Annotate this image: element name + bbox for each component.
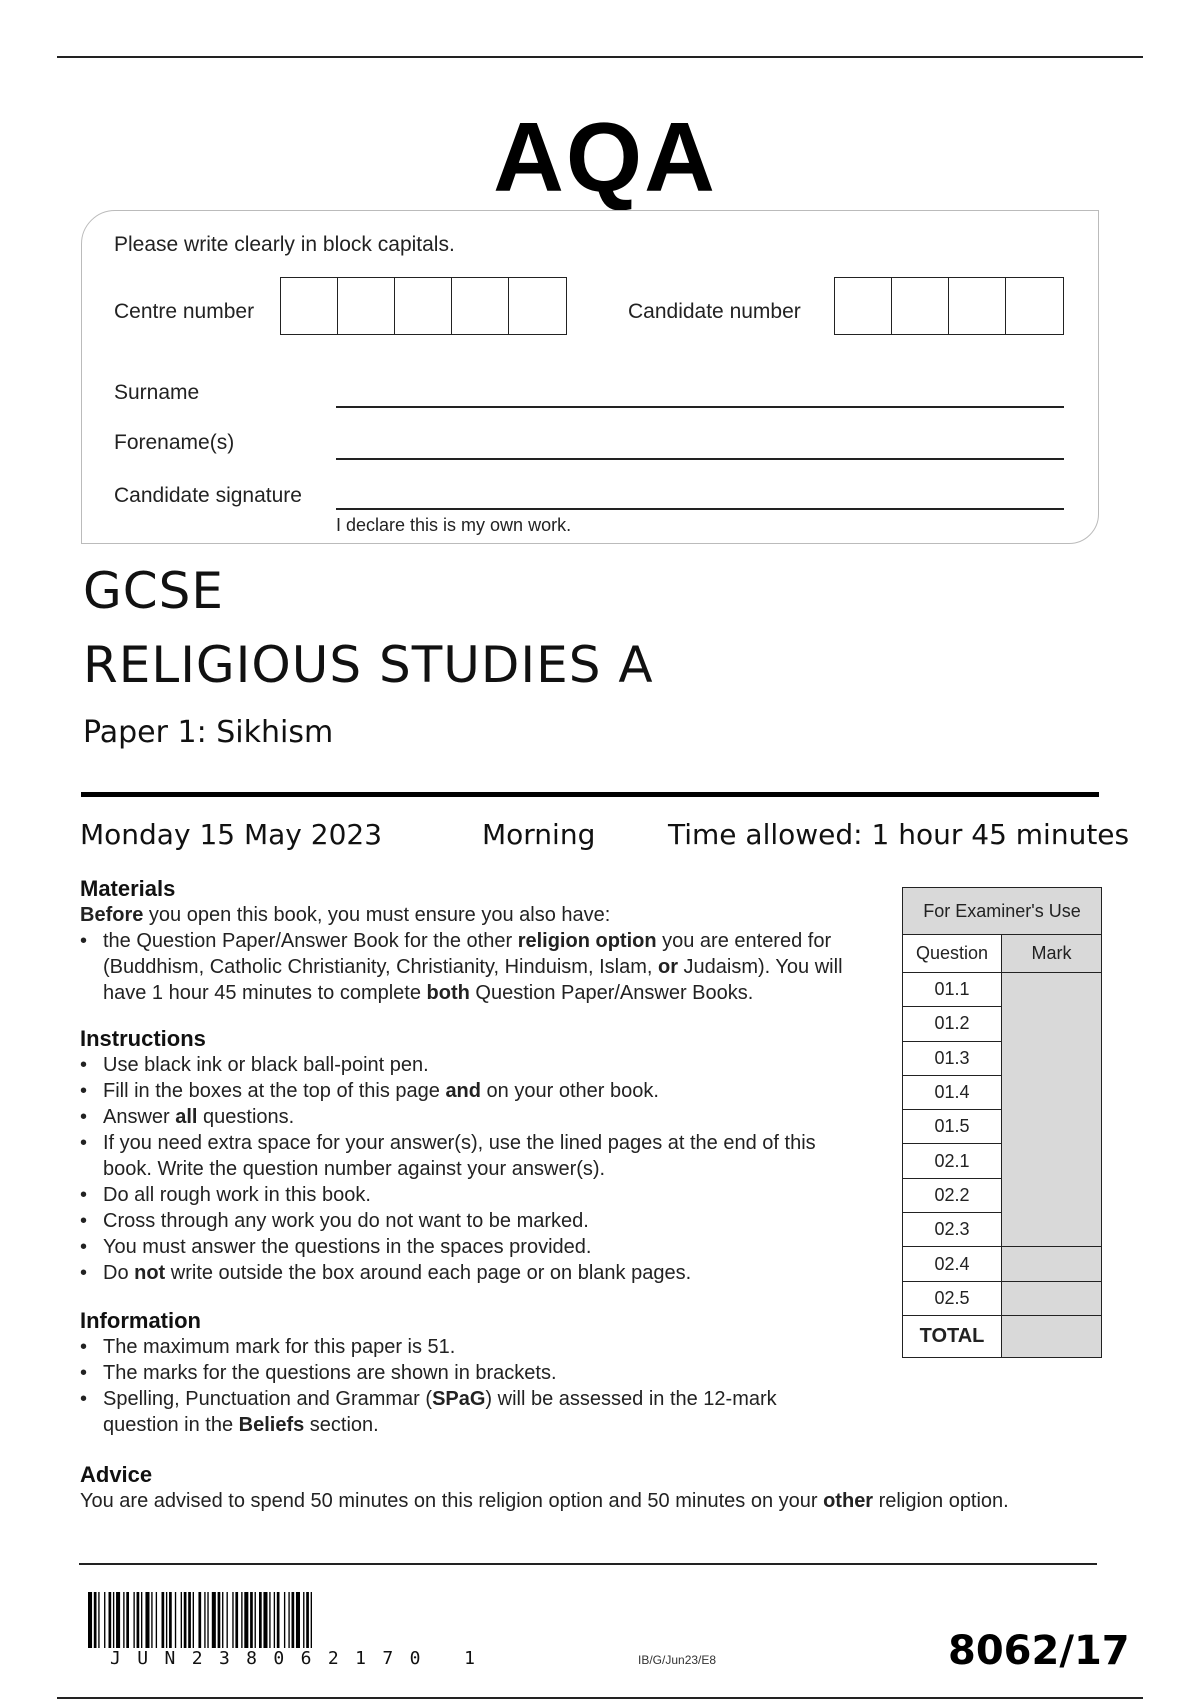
materials-heading: Materials [80,876,176,901]
materials-intro [80,902,880,928]
question-number: 02.3 [903,1213,1002,1247]
surname-label: Surname [114,381,200,404]
barcode-bar [133,1592,134,1648]
list-item: • You must answer the questions in the spaces provided. [80,1234,840,1260]
barcode-bar [269,1592,270,1648]
barcode-bar [244,1592,248,1648]
mark-cell [1002,1281,1102,1315]
bottom-rule [57,1697,1143,1699]
question-number: 01.1 [903,973,1002,1007]
centre-number-digit[interactable] [395,278,452,334]
examiner-use-table [902,887,1102,1358]
candidate-number-digit[interactable] [835,278,892,334]
barcode-bar [306,1592,309,1648]
signature-label: Candidate signature [114,484,302,507]
barcode-bar [162,1592,165,1648]
paper-code: 8062/17 [948,1628,1130,1674]
centre-number-digit[interactable] [281,278,338,334]
barcode-bar [277,1592,280,1648]
materials-section [80,876,880,1006]
barcode-bar [255,1592,256,1648]
barcode-bar [184,1592,187,1648]
mark-cell [1002,1041,1102,1075]
materials-intro-text: you open this book, you must ensure you also have: [143,904,611,926]
barcode-bar [212,1592,216,1648]
barcode-bar [137,1592,140,1648]
centre-number-digit[interactable] [338,278,395,334]
information-section [80,1308,880,1438]
barcode-bar [145,1592,149,1648]
time-allowed: Time allowed: 1 hour 45 minutes [668,818,1130,851]
question-number: 02.5 [903,1281,1002,1315]
barcode-bar [98,1592,99,1648]
barcode-bar [126,1592,129,1648]
question-number: 02.2 [903,1178,1002,1212]
subject-title: RELIGIOUS STUDIES A [83,636,654,694]
barcode-bar [218,1592,221,1648]
title-divider [81,792,1099,797]
list-item: • Do all rough work in this book. [80,1182,840,1208]
advice-section [80,1462,1110,1514]
information-list [80,1334,840,1438]
list-item: • The marks for the questions are shown in brackets. [80,1360,840,1386]
question-column-header: Question [903,935,1002,973]
list-item: • If you need extra space for your answer(s), use the lined pages at the end of this book. Write the question number against your answer(s). [80,1130,840,1182]
forename-label: Forename(s) [114,431,235,454]
barcode-bar [198,1592,201,1648]
mark-cell [1002,1110,1102,1144]
barcode-bar [292,1592,295,1648]
list-item: • The maximum mark for this paper is 51. [80,1334,840,1360]
question-number: 01.5 [903,1110,1002,1144]
mark-cell [1002,973,1102,1007]
examiner-use-title: For Examiner's Use [903,888,1102,935]
total-mark-cell [1002,1315,1102,1357]
barcode-bar [169,1592,172,1648]
mark-column-header: Mark [1002,935,1102,973]
footer-rule [79,1563,1097,1565]
qualification-title: GCSE [83,562,224,620]
barcode-bar [141,1592,142,1648]
instructions-list [80,1052,840,1286]
barcode-bar [259,1592,262,1648]
mark-cell [1002,1247,1102,1281]
barcode-bar [303,1592,304,1648]
barcode-bar [88,1592,92,1648]
barcode-bar [156,1592,157,1648]
barcode-bar [113,1592,114,1648]
barcode-bar [241,1592,242,1648]
mark-cell [1002,1007,1102,1041]
question-number: 01.2 [903,1007,1002,1041]
barcode-bar [166,1592,167,1648]
barcode-bar [284,1592,285,1648]
centre-number-boxes[interactable] [280,277,567,335]
barcode-bar [104,1592,105,1648]
mark-cell [1002,1213,1102,1247]
question-number: 01.3 [903,1041,1002,1075]
candidate-number-boxes[interactable] [834,277,1064,335]
materials-intro-bold: Before [80,904,144,926]
materials-list [80,928,880,1006]
list-item: • the Question Paper/Answer Book for the other religion option you are entered for (Buddhism, Catholic Christianity, Christianity, Hinduism, Islam, or Judaism). You will have 1 hour 45 minutes to complete both Question Paper/Answer Books. [80,928,880,1006]
list-item: • Spelling, Punctuation and Grammar (SPaG) will be assessed in the 12-mark question in the Beliefs section. [80,1386,840,1438]
list-item: • Do not write outside the box around each page or on blank pages. [80,1260,840,1286]
question-number: 01.4 [903,1075,1002,1109]
instructions-section [80,1026,880,1286]
question-number: 02.4 [903,1247,1002,1281]
instructions-heading: Instructions [80,1026,206,1051]
list-item: • Answer all questions. [80,1104,840,1130]
barcode-bar [288,1592,289,1648]
block-capitals-instruction: Please write clearly in block capitals. [114,233,455,256]
exam-session: Morning [482,818,596,851]
candidate-number-digit[interactable] [949,278,1006,334]
barcode-bar [235,1592,238,1648]
surname-field[interactable] [336,406,1064,408]
barcode-bar [207,1592,208,1648]
barcode-bar [181,1592,182,1648]
barcode-bar [151,1592,152,1648]
advice-heading: Advice [80,1462,153,1487]
advice-text: You are advised to spend 50 minutes on this religion option and 50 minutes on your other religion option. [80,1490,1009,1512]
paper-title: Paper 1: Sikhism [83,715,334,750]
barcode-bar [222,1592,223,1648]
barcode-image [88,1592,496,1648]
declaration-text: I declare this is my own work. [336,515,572,535]
candidate-number-digit[interactable] [1006,278,1063,334]
question-number: 02.1 [903,1144,1002,1178]
mark-cell [1002,1075,1102,1109]
total-label: TOTAL [903,1315,1002,1357]
barcode-bar [193,1592,194,1648]
list-item: • Use black ink or black ball-point pen. [80,1052,840,1078]
list-item: • Cross through any work you do not want to be marked. [80,1208,840,1234]
barcode-bar [250,1592,253,1648]
mark-cell [1002,1144,1102,1178]
barcode-bar [109,1592,112,1648]
paper-reference: IB/G/Jun23/E8 [638,1653,717,1667]
barcode-bar [123,1592,124,1648]
top-rule [57,56,1143,58]
mark-cell [1002,1178,1102,1212]
barcode-bar [311,1592,312,1648]
barcode-bar [296,1592,300,1648]
barcode-number: JUN238062170 1 [110,1648,492,1669]
candidate-number-label: Candidate number [628,300,801,323]
exam-date: Monday 15 May 2023 [80,818,383,851]
candidate-number-digit[interactable] [892,278,949,334]
aqa-logo: AQA [493,102,717,212]
centre-number-digit[interactable] [452,278,509,334]
barcode-bar [116,1592,120,1648]
centre-number-label: Centre number [114,300,255,323]
barcode-bar [204,1592,205,1648]
barcode-bar [94,1592,97,1648]
information-heading: Information [80,1308,201,1333]
forename-field[interactable] [336,458,1064,460]
barcode-bar [227,1592,228,1648]
barcode-bar [232,1592,233,1648]
barcode-bar [274,1592,275,1648]
barcode-bar [175,1592,176,1648]
centre-number-digit[interactable] [509,278,566,334]
signature-field[interactable] [336,508,1064,510]
list-item: • Fill in the boxes at the top of this page and on your other book. [80,1078,840,1104]
barcode-bar [188,1592,191,1648]
barcode-bar [263,1592,267,1648]
